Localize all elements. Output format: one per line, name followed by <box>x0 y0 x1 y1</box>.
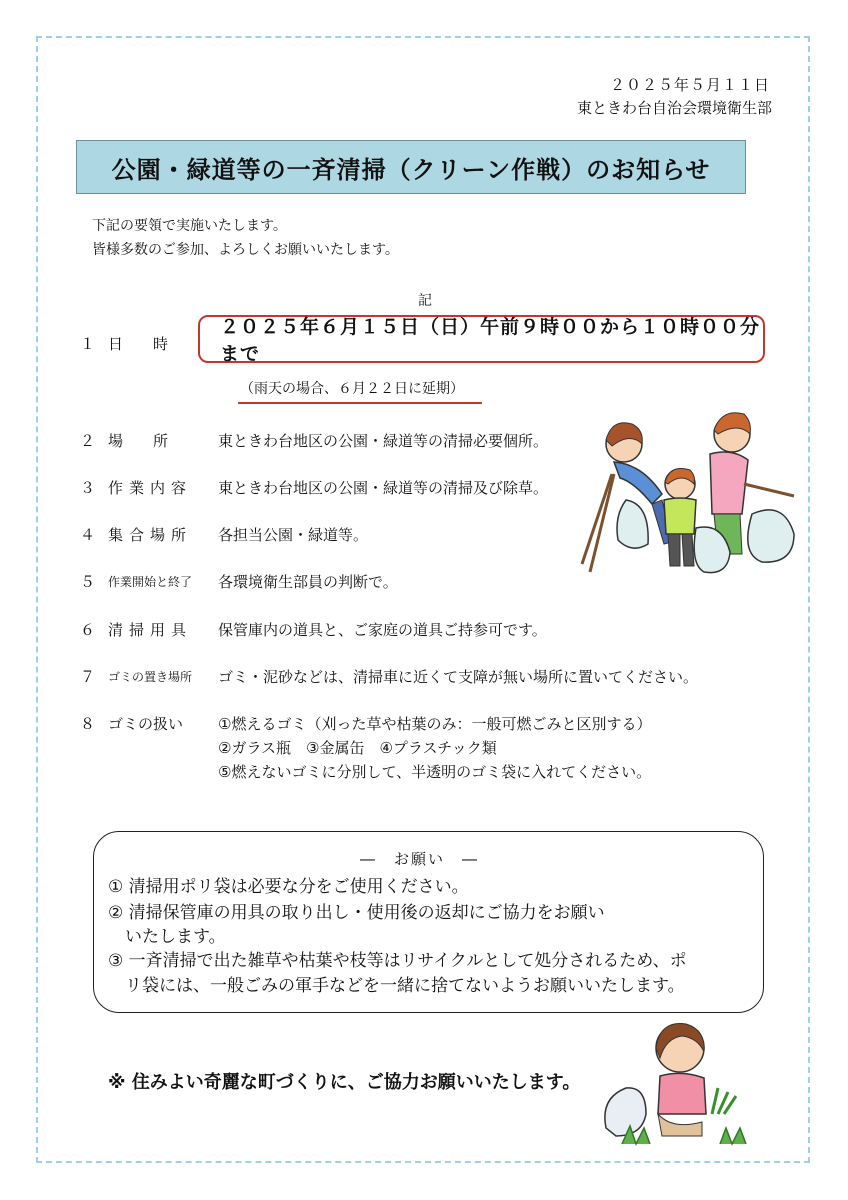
item-label-meeting: 集合場所 <box>108 526 193 544</box>
item-number: ８ <box>80 715 96 733</box>
item-number: １ <box>80 335 96 353</box>
item-label-work: 作業内容 <box>108 479 193 497</box>
item-label-garbage-handling: ゴミの扱い <box>108 715 184 733</box>
request-line-1: ① 清掃用ポリ袋は必要な分をご使用ください。 <box>108 877 469 897</box>
item-label-start-end: 作業開始と終了 <box>108 575 193 589</box>
title-banner <box>76 140 746 194</box>
organization-name: 東ときわ台自治会環境衛生部 <box>576 99 772 117</box>
rain-note: （雨天の場合、６月２２日に延期） <box>240 381 464 397</box>
item-label-garbage-place: ゴミの置き場所 <box>108 670 193 684</box>
item-value-location: 東ときわ台地区の公園・緑道等の清掃必要個所。 <box>218 432 549 450</box>
item-number: ３ <box>80 479 96 497</box>
item-number: ７ <box>80 668 96 686</box>
item-value-meeting: 各担当公園・緑道等。 <box>218 526 369 544</box>
datetime-value: ２０２５年６月１５日（日）午前９時００から１０時００分まで <box>220 316 761 365</box>
item-label-tools: 清掃用具 <box>108 621 193 639</box>
family-cleaning-illustration <box>572 404 802 594</box>
item-label-location: 場 所 <box>108 432 169 450</box>
item-label-datetime: 日 時 <box>108 335 169 353</box>
item-value-work: 東ときわ台地区の公園・緑道等の清掃及び除草。 <box>218 479 549 497</box>
page-title: 公園・緑道等の一斉清掃（クリーン作戦）のお知らせ <box>111 155 711 184</box>
datetime-box <box>198 315 765 363</box>
request-line-2: ② 清掃保管庫の用具の取り出し・使用後の返却にご協力をお願い <box>108 903 605 923</box>
rain-note-underline <box>238 402 482 404</box>
item-number: ６ <box>80 621 96 639</box>
ki-heading: 記 <box>418 293 432 309</box>
item-number: ４ <box>80 526 96 544</box>
item-number: ５ <box>80 573 96 591</box>
intro-line-1: 下記の要領で実施いたします。 <box>92 218 287 234</box>
item-value-garbage-line-2: ②ガラス瓶 ③金属缶 ④プラスチック類 <box>218 739 497 757</box>
request-line-3: いたします。 <box>108 927 226 947</box>
girl-weeding-illustration <box>602 1018 752 1148</box>
request-line-4: ③ 一斉清掃で出た雑草や枯葉や枝等はリサイクルとして処分されるため、ポ <box>108 951 687 971</box>
item-value-garbage-place: ゴミ・泥砂などは、清掃車に近くて支障が無い場所に置いてください。 <box>218 668 699 686</box>
closing-message: ※ 住みよい奇麗な町づくりに、ご協力お願いいたします。 <box>108 1072 581 1093</box>
intro-line-2: 皆様多数のご参加、よろしくお願いいたします。 <box>92 242 399 258</box>
request-title: ― お願い ― <box>360 850 480 868</box>
request-line-5: リ袋には、一般ごみの軍手などを一緒に捨てないようお願いいたします。 <box>108 976 685 996</box>
item-number: ２ <box>80 432 96 450</box>
item-value-start-end: 各環境衛生部員の判断で。 <box>218 573 398 591</box>
item-value-garbage-line-3: ⑤燃えないゴミに分別して、半透明のゴミ袋に入れてください。 <box>218 763 652 781</box>
item-value-garbage-line-1: ①燃えるゴミ（刈った草や枯葉のみ：一般可燃ごみと区別する） <box>218 715 652 733</box>
item-value-tools: 保管庫内の道具と、ご家庭の道具ご持参可です。 <box>218 621 547 639</box>
issue-date: ２０２５年５月１１日 <box>609 76 770 94</box>
